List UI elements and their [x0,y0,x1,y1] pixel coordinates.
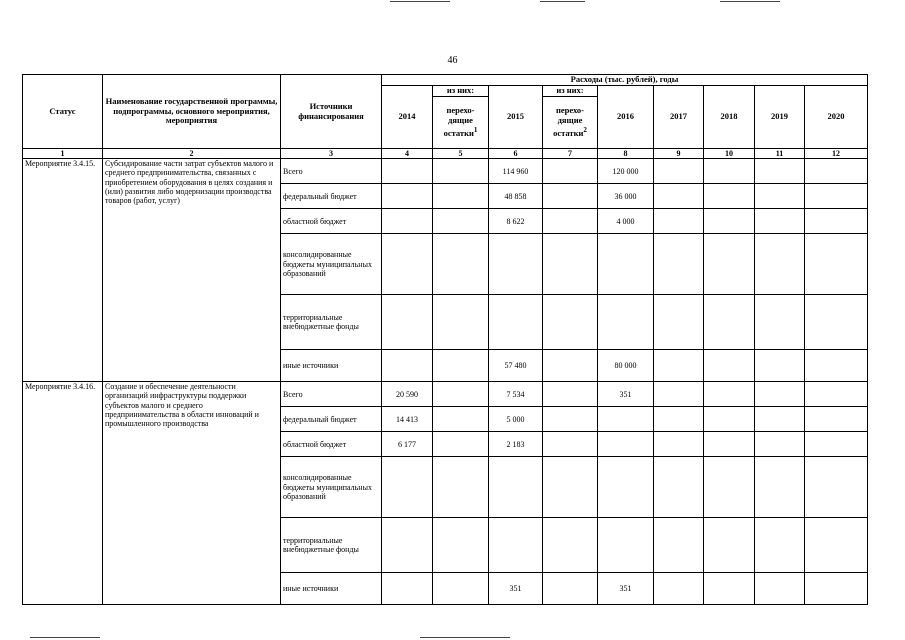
scan-edge-bottom [420,637,510,638]
funding-source: территориальные внебюджетные фонды [281,518,382,573]
empty-cell [755,350,805,382]
empty-cell [704,209,755,234]
empty-cell [704,432,755,457]
amount-cell [433,184,489,209]
column-number: 4 [382,149,433,159]
column-number: 6 [489,149,543,159]
header-of-them: из них: [433,86,489,97]
amount-cell [433,518,489,573]
empty-cell [704,184,755,209]
amount-cell [382,457,433,518]
column-numbers-row [23,149,868,159]
amount-cell [543,350,598,382]
amount-cell [543,573,598,605]
empty-cell [704,159,755,184]
table-header [23,75,868,159]
carryover-label: перехо- дящие остатки [553,105,584,138]
header-year: 2016 [598,86,654,149]
column-number: 7 [543,149,598,159]
amount-cell [489,234,543,295]
amount-cell [382,350,433,382]
column-number: 8 [598,149,654,159]
empty-cell [755,382,805,407]
header-year: 2019 [755,86,805,149]
header-year: 2018 [704,86,755,149]
empty-cell [755,457,805,518]
page-number: 46 [447,55,458,66]
empty-cell [805,295,868,350]
amount-cell [489,295,543,350]
empty-cell [805,432,868,457]
amount-cell [543,457,598,518]
column-number: 9 [654,149,704,159]
amount-cell [433,573,489,605]
funding-source: территориальные внебюджетные фонды [281,295,382,350]
empty-cell [654,518,704,573]
amount-cell [598,407,654,432]
header-year: 2020 [805,86,868,149]
column-number: 1 [23,149,103,159]
empty-cell [704,234,755,295]
amount-cell [382,518,433,573]
amount-cell: 14 413 [382,407,433,432]
header-of-them: из них: [543,86,598,97]
column-number: 5 [433,149,489,159]
amount-cell: 6 177 [382,432,433,457]
column-number: 12 [805,149,868,159]
amount-cell [543,209,598,234]
empty-cell [805,518,868,573]
amount-cell: 7 534 [489,382,543,407]
amount-cell: 351 [598,573,654,605]
header-expenses: Расходы (тыс. рублей), годы [382,75,868,86]
amount-cell [433,457,489,518]
funding-source: консолидированные бюджеты муниципальных образований [281,234,382,295]
column-number: 11 [755,149,805,159]
funding-source: федеральный бюджет [281,184,382,209]
empty-cell [704,518,755,573]
amount-cell [489,518,543,573]
empty-cell [805,382,868,407]
amount-cell [382,184,433,209]
empty-cell [755,407,805,432]
amount-cell [382,159,433,184]
amount-cell: 114 960 [489,159,543,184]
empty-cell [755,184,805,209]
empty-cell [805,234,868,295]
funding-source: консолидированные бюджеты муниципальных образований [281,457,382,518]
amount-cell [543,159,598,184]
empty-cell [704,382,755,407]
amount-cell: 4 000 [598,209,654,234]
empty-cell [704,350,755,382]
header-name: Наименование государственной программы, подпрограммы, основного мероприятия, мероприятия [103,75,281,149]
measure-name: Субсидирование части затрат субъектов малого и среднего предпринимательства, связанных с приобретением оборудования в целях создания и (или) развития либо модернизации производства товаров (работ, услуг) [103,159,281,382]
scan-edge-bottom [30,637,100,638]
measure-status: Мероприятие 3.4.16. [23,382,103,605]
empty-cell [755,518,805,573]
empty-cell [654,159,704,184]
funding-source: иные источники [281,350,382,382]
empty-cell [654,432,704,457]
empty-cell [654,382,704,407]
empty-cell [805,159,868,184]
amount-cell: 48 858 [489,184,543,209]
amount-cell [598,234,654,295]
empty-cell [654,573,704,605]
empty-cell [755,573,805,605]
header-sources: Источники финансирования [281,75,382,149]
header-year: 2017 [654,86,704,149]
funding-source: областной бюджет [281,432,382,457]
amount-cell [382,295,433,350]
amount-cell: 36 000 [598,184,654,209]
empty-cell [755,234,805,295]
amount-cell [382,234,433,295]
amount-cell [543,382,598,407]
amount-cell: 351 [598,382,654,407]
column-number: 10 [704,149,755,159]
amount-cell: 20 590 [382,382,433,407]
funding-source: областной бюджет [281,209,382,234]
amount-cell: 5 000 [489,407,543,432]
amount-cell: 57 480 [489,350,543,382]
column-number: 2 [103,149,281,159]
amount-cell [433,295,489,350]
header-status: Статус [23,75,103,149]
empty-cell [805,184,868,209]
amount-cell [433,350,489,382]
amount-cell [382,573,433,605]
empty-cell [704,407,755,432]
table-body [23,159,868,605]
empty-cell [654,457,704,518]
table-row [23,382,868,407]
amount-cell [598,295,654,350]
funding-source: Всего [281,159,382,184]
amount-cell [543,184,598,209]
amount-cell [543,234,598,295]
empty-cell [755,209,805,234]
scan-edge-top [720,1,780,2]
empty-cell [805,457,868,518]
empty-cell [755,295,805,350]
amount-cell [543,432,598,457]
measure-status: Мероприятие 3.4.15. [23,159,103,382]
header-year: 2014 [382,86,433,149]
empty-cell [704,457,755,518]
funding-source: федеральный бюджет [281,407,382,432]
empty-cell [654,184,704,209]
empty-cell [755,159,805,184]
empty-cell [704,295,755,350]
amount-cell [489,457,543,518]
amount-cell: 351 [489,573,543,605]
carryover-label: перехо- дящие остатки [443,105,475,138]
amount-cell [433,432,489,457]
amount-cell [543,407,598,432]
empty-cell [654,295,704,350]
amount-cell: 80 000 [598,350,654,382]
scan-edge-top [540,1,585,2]
amount-cell [382,209,433,234]
empty-cell [805,407,868,432]
header-carryover [433,97,489,149]
amount-cell [433,382,489,407]
amount-cell [433,234,489,295]
amount-cell [433,159,489,184]
footnote-mark: 1 [473,125,478,134]
empty-cell [654,209,704,234]
column-number: 3 [281,149,382,159]
empty-cell [805,350,868,382]
amount-cell [598,457,654,518]
amount-cell [433,407,489,432]
footnote-mark: 2 [583,125,587,134]
table-row [23,159,868,184]
empty-cell [704,573,755,605]
amount-cell [598,518,654,573]
financing-table [22,74,868,605]
empty-cell [805,209,868,234]
measure-name: Создание и обеспечение деятельности организаций инфраструктуры поддержки субъектов малого и среднего предпринимательства в области инноваций и промышленного производства [103,382,281,605]
amount-cell: 8 622 [489,209,543,234]
empty-cell [654,407,704,432]
amount-cell [543,518,598,573]
amount-cell [543,295,598,350]
empty-cell [755,432,805,457]
amount-cell [598,432,654,457]
empty-cell [654,350,704,382]
empty-cell [805,573,868,605]
header-carryover [543,97,598,149]
amount-cell: 120 000 [598,159,654,184]
funding-source: Всего [281,382,382,407]
empty-cell [654,234,704,295]
amount-cell: 2 183 [489,432,543,457]
funding-source: иные источники [281,573,382,605]
scan-edge-top [390,1,450,2]
header-year: 2015 [489,86,543,149]
amount-cell [433,209,489,234]
